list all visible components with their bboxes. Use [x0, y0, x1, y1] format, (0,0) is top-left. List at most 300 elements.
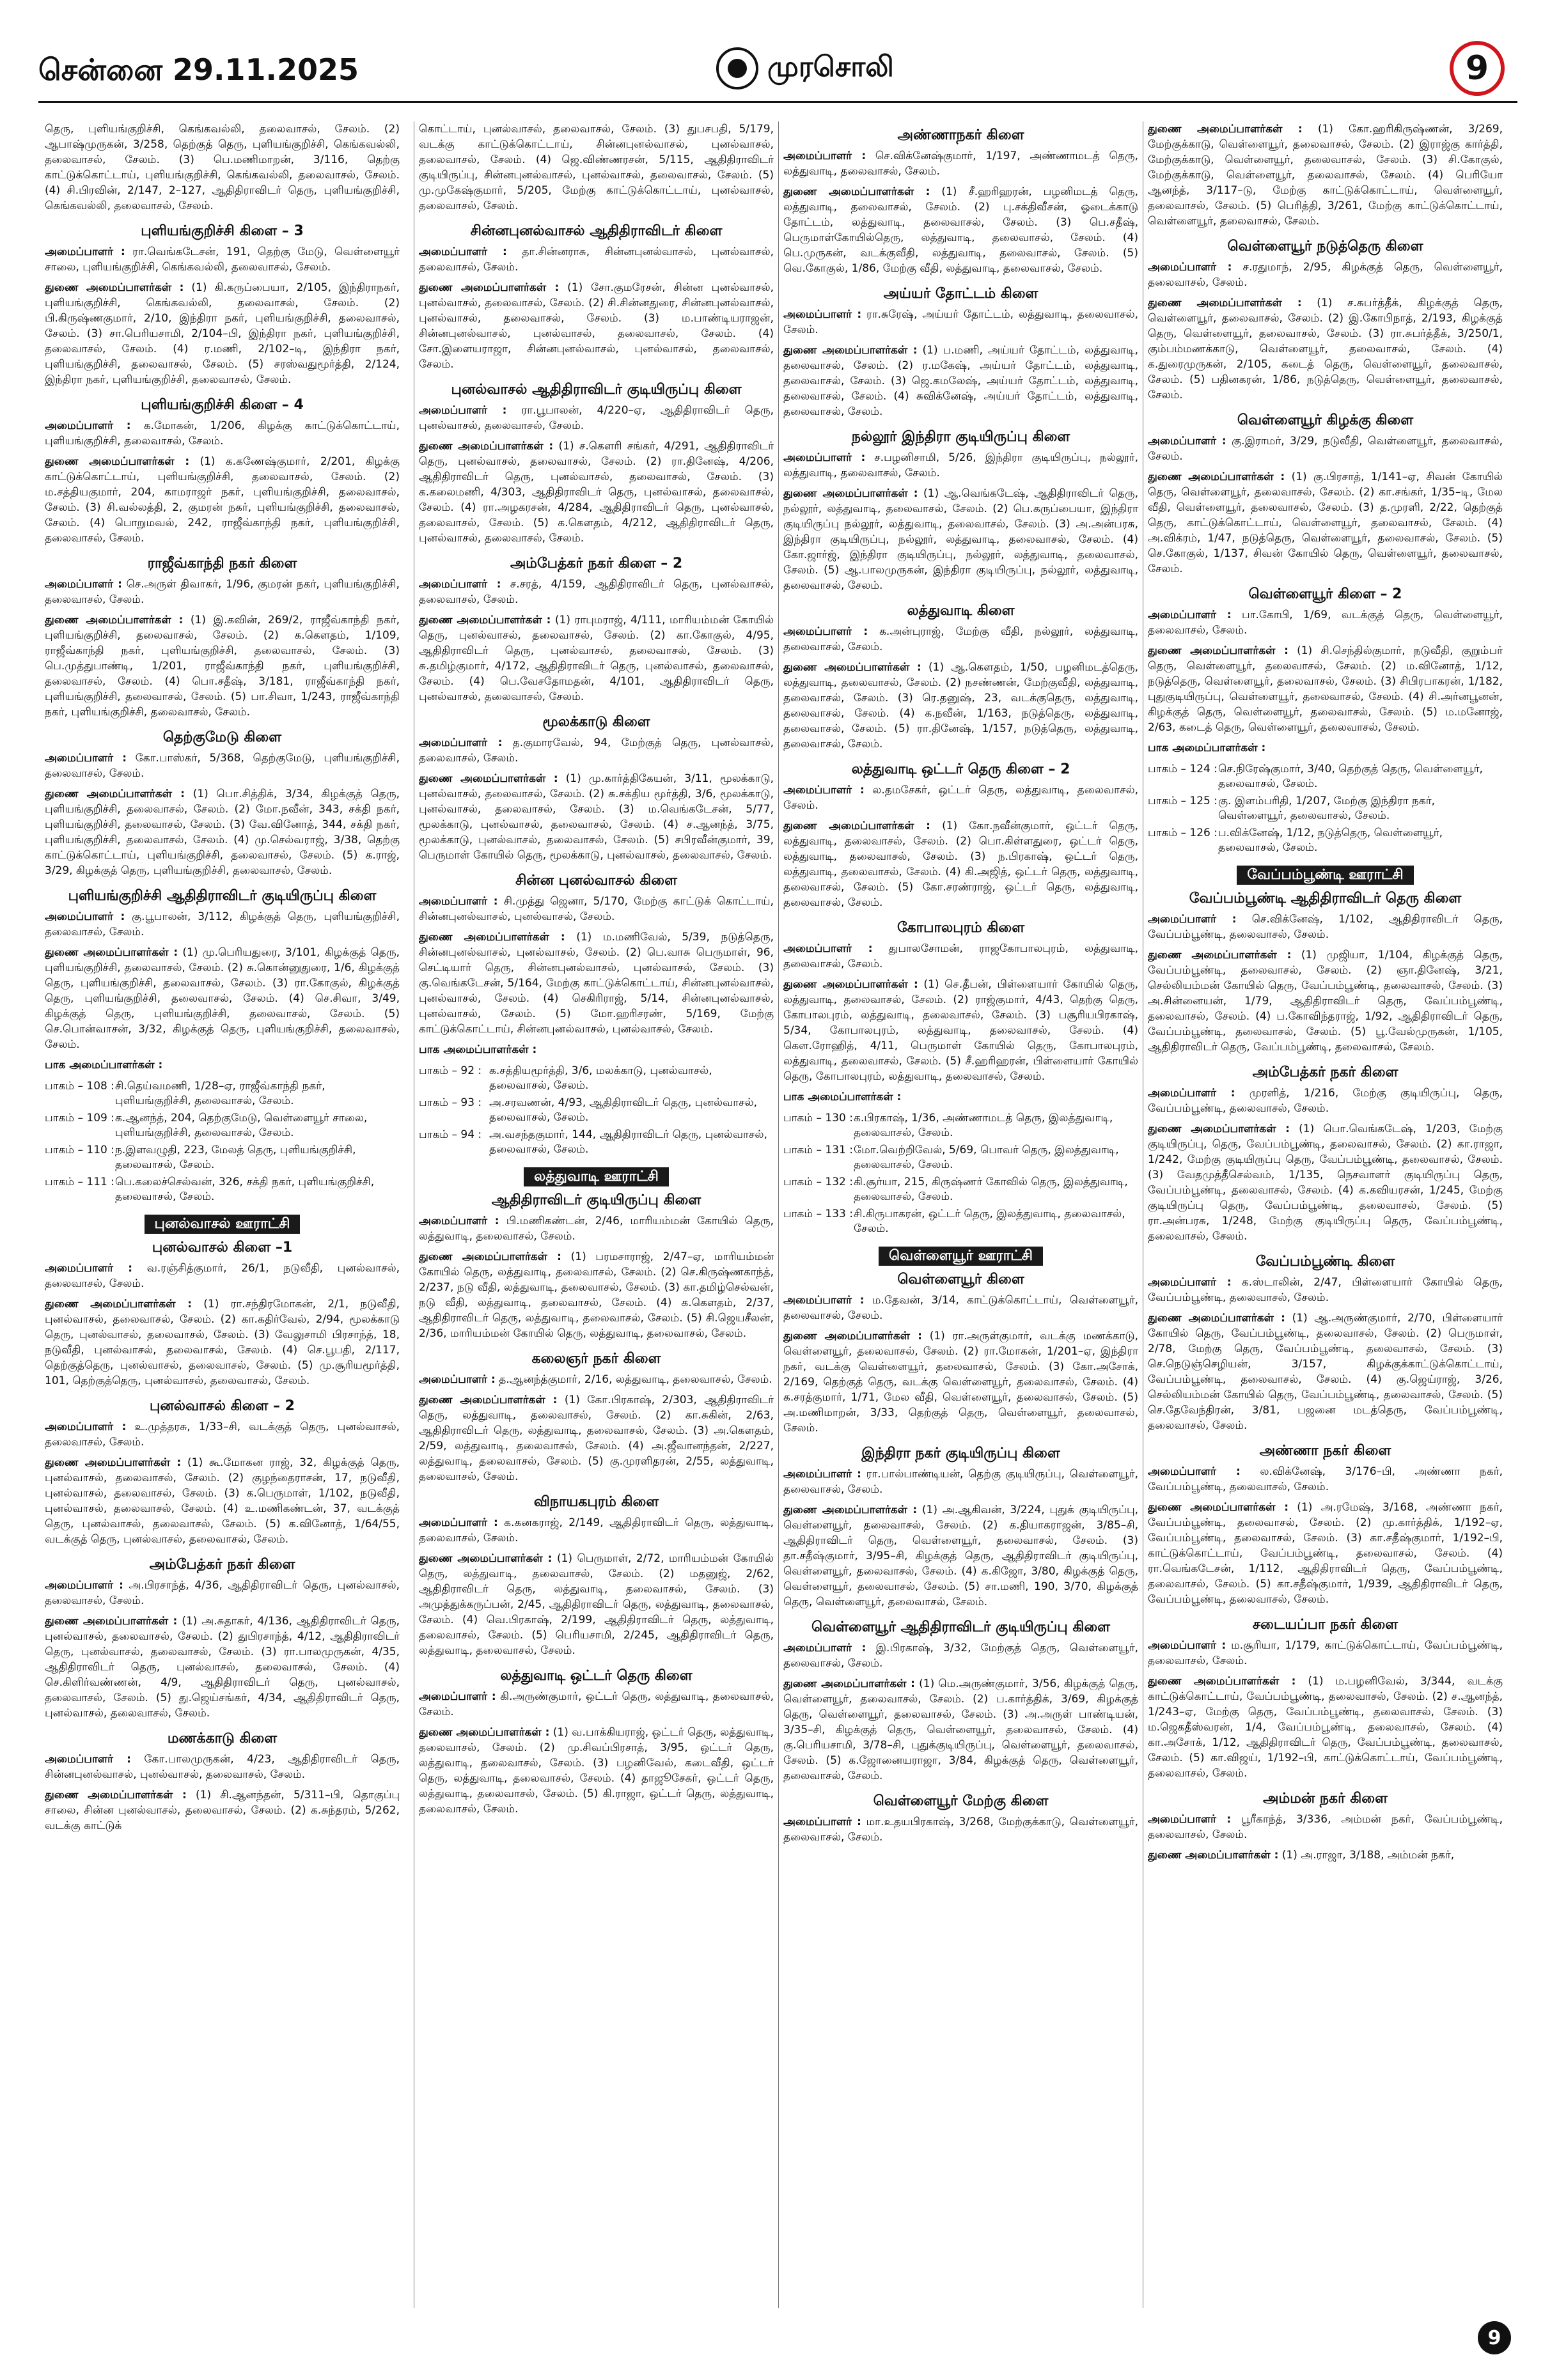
branch-section: [1148, 866, 1503, 1055]
branch-section: [419, 713, 774, 863]
member-details: (1) அ.ரமேஷ், 3/168, அண்ணா நகர், வேப்பம்பூண்டி, தலைவாசல், சேலம். (2) மு.கார்த்திக், 1/192–ஏ, வேப்பம்பூண்டி, தலைவாசல், சேலம். (3) கா.சதீஷ்குமார், 1/192–பி, காட்டுக்கொட்டாய், வேப்பம்பூண்டி, தலைவாசல், சேலம். (4) ரா.வெங்கடேசன், 1/112, ஆதிதிராவிடர் தெரு, வேப்பம்பூண்டி, தலைவாசல், சேலம். (5) கா.சதீஷ்குமார், 1/939, ஆதிதிராவிடர் தெரு, வேப்பம்பூண்டி, தலைவாசல், சேலம்.: [1148, 1501, 1503, 1606]
role-label: அமைப்பாளர் :: [1148, 1813, 1232, 1826]
member-details: சி.முத்து ஜெனா, 5/170, மேற்கு காட்டுக் கொட்டாய், சின்னபுனல்வாசல், புனல்வாசல், சேலம்.: [419, 895, 774, 923]
role-label: அமைப்பாளர் :: [1148, 1465, 1241, 1478]
role-label: துணை அமைப்பாளர்கள் :: [783, 344, 918, 357]
member-paragraph: [1148, 1464, 1503, 1495]
branch-section: [783, 761, 1138, 910]
member-paragraph: [419, 1392, 774, 1484]
member-details: தா.சின்னராசு, சின்னபுனல்வாசல், புனல்வாசல், தலைவாசல், சேலம்.: [419, 245, 774, 274]
branch-heading: அம்மன் நகர் கிளை: [1263, 1791, 1388, 1807]
branch-section: [1148, 412, 1503, 577]
role-label: அமைப்பாளர் :: [45, 1579, 123, 1592]
role-label: அமைப்பாளர் :: [45, 752, 127, 765]
page-header: [26, 38, 1517, 109]
role-label: துணை அமைப்பாளர்கள் :: [1148, 949, 1292, 961]
branch-section: [783, 919, 1138, 1238]
booth-row: [783, 1142, 1138, 1174]
member-paragraph: [45, 1752, 400, 1782]
member-paragraph: [419, 894, 774, 924]
member-paragraph: [45, 751, 400, 781]
branch-heading: தெற்குமேடு கிளை: [162, 729, 282, 745]
panchayat-band-heading: புனல்வாசல் ஊராட்சி: [145, 1215, 301, 1234]
role-label: அமைப்பாளர் :: [783, 625, 868, 638]
member-paragraph: [1148, 1638, 1503, 1668]
booth-organizer: கி.சூர்யா, 215, கிருஷ்ணர் கோவில் தெரு, இலத்துவாடி, தலைவாசல், சேலம்.: [854, 1176, 1128, 1203]
role-label: துணை அமைப்பாளர்கள் :: [45, 946, 178, 959]
booth-organizers-table: [45, 1078, 400, 1206]
member-paragraph: [419, 1249, 774, 1341]
booth-row: [419, 1126, 774, 1158]
role-label: துணை அமைப்பாளர்கள் :: [419, 1726, 550, 1739]
member-paragraph: [783, 184, 1138, 276]
member-details: (1) சி.செந்தில்குமார், நடுவீதி, குறும்பர் தெரு, வெள்ளையூர், தலைவாசல், சேலம். (2) ம.வினோத், 1/12, நடுத்தெரு, வெள்ளையூர், தலைவாசல், சேலம். (3) சிபிரபாகரன், 1/182, புதுகுடியிருப்பு, வெள்ளையூர், தலைவாசல், சேலம். (4) சி.அர்னபூனன், கிழக்குத் தெரு, வெள்ளையூர், தலைவாசல், சேலம். (5) ம.மனோஜ், 2/63, கடைத் தெரு, வெள்ளையூர், தலைவாசல், சேலம்.: [1148, 644, 1503, 734]
branch-heading: லத்துவாடி ஒட்டர் தெரு கிளை: [500, 1668, 693, 1684]
member-paragraph: [45, 786, 400, 878]
branch-section: [1148, 1442, 1503, 1607]
role-label: துணை அமைப்பாளர்கள் :: [45, 1789, 187, 1801]
column-3: [783, 121, 1138, 2308]
role-label: அமைப்பாளர் :: [1148, 261, 1232, 274]
member-paragraph: [783, 148, 1138, 179]
branch-section: [45, 1556, 400, 1721]
member-paragraph: [1148, 469, 1503, 577]
branch-section: [1148, 238, 1503, 403]
member-paragraph: [45, 1296, 400, 1388]
role-label: அமைப்பாளர் :: [419, 1690, 496, 1703]
member-details: முரளித், 1/216, மேற்கு குடியிருப்பு, தெரு, வேப்பம்பூண்டி, தலைவாசல், சேலம்.: [1148, 1087, 1503, 1115]
booth-organizer: ந.இளவழுதி, 223, மேலத் தெரு, புளியங்குறிச்சி, தலைவாசல், சேலம்.: [115, 1144, 356, 1171]
booth-organizer: மோ.வெற்றிவேல், 5/69, பொவர் தெரு, இலத்துவாடி, தலைவாசல், சேலம்.: [854, 1144, 1119, 1171]
branch-section: [419, 222, 774, 372]
member-paragraph: [419, 1213, 774, 1244]
member-details: தெரு, புளியங்குறிச்சி, கெங்கவல்லி, தலைவாசல், சேலம். (2) ஆபாஷ்முருகன், 3/258, தெற்குத் தெரு, புளியங்குறிச்சி, கெங்கவல்லி, தலைவாசல், சேலம். (3) பெ.மணிமாறன், 3/116, தெற்கு காட்டுக்கொட்டாய், புளியங்குறிச்சி, கெங்கவல்லி, தலைவாசல், சேலம். (4) சி.பிரவின், 2/147, 2–127, ஆதிதிராவிடர் தெரு, புளியங்குறிச்சி, கெங்கவல்லி, தலைவாசல், சேலம்.: [45, 123, 400, 212]
member-paragraph: [783, 1676, 1138, 1784]
edition-date: சென்னை 29.11.2025: [38, 52, 359, 87]
member-paragraph: [783, 307, 1138, 338]
member-details: (1) க.கணேஷ்குமார், 2/201, கிழக்கு காட்டுக்கொட்டாய், புளியங்குறிச்சி, தலைவாசல், சேலம். (2) ம.சத்தியகுமார், 204, காமராஜர் நகர், புளியங்குறிச்சி, தலைவாசல், சேலம். (3) சி.வல்லத்தி, 2, குமரன் நகர், புளியங்குறிச்சி, தலைவாசல், சேலம். (4) பொறுமவல், 242, ராஜீவ்காந்தி நகர், புளியங்குறிச்சி, தலைவாசல், சேலம்.: [45, 455, 400, 545]
member-paragraph: [1148, 607, 1503, 638]
branch-section: [419, 1667, 774, 1817]
branch-section: [783, 1247, 1138, 1436]
member-paragraph: [783, 660, 1138, 752]
newspaper-name: முரசொலி: [767, 50, 894, 83]
member-paragraph: [419, 1725, 774, 1817]
member-details: (1) பொ.சித்திக், 3/34, கிழக்குத் தெரு, புளியங்குறிச்சி, தலைவாசல், சேலம். (2) மோ.நவீன், 343, சக்தி நகர், புளியங்குறிச்சி, தலைவாசல், சேலம். (3) வே.வினோத், 344, சக்தி நகர், புளியங்குறிச்சி, தலைவாசல், சேலம். (4) மு.செல்வராஜ், 3/38, தெற்கு காட்டுக்கொட்டாய், புளியங்குறிச்சி, தலைவாசல், சேலம். (5) க.ராஜ், 3/29, கிழக்குத் தெரு, புளியங்குறிச்சி, தலைவாசல், சேலம்.: [45, 788, 400, 877]
member-details: கோ.பாஸ்கர், 5/368, தெற்குமேடு, புளியங்குறிச்சி, தலைவாசல், சேலம்.: [45, 752, 400, 780]
member-details: (1) ம.பழனிவேல், 3/344, வடக்கு காட்டுக்கொட்டாய், வேப்பம்பூண்டி, தலைவாசல், சேலம். (2) ச.ஆனந்த், 1/243–ஏ, மேற்கு தெரு, வேப்பம்பூண்டி, தலைவாசல், சேலம். (3) ம.ஜெகதீஸ்வரன், 1/4, வேப்பம்பூண்டி, தலைவாசல், சேலம். (4) கா.அசோக், 1/12, ஆதிதிராவிடர் தெரு, வேப்பம்பூண்டி, தலைவாசல், சேலம். (5) கா.விஜய், 1/192–பி, காட்டுக்கொட்டாய், வேப்பம்பூண்டி, தலைவாசல், சேலம்.: [1148, 1675, 1503, 1780]
role-label: துணை அமைப்பாளர்கள் :: [783, 978, 918, 991]
role-label: துணை அமைப்பாளர்கள் :: [419, 1394, 558, 1406]
branch-heading: கோபாலபுரம் கிளை: [897, 920, 1025, 936]
member-paragraph: [419, 439, 774, 546]
member-details: வ.ரஞ்சித்குமார், 26/1, நடுவீதி, புனல்வாசல், தலைவாசல், சேலம்.: [45, 1262, 400, 1290]
member-details: (1) சீ.ஹரிஹரன், பழனிமடத் தெரு, லத்துவாடி, தலைவாசல், சேலம். (2) பு.சக்திவீசன், ஓடைக்காடு தோட்டம், லத்துவாடி, தலைவாசல், சேலம். (3) பெ.சதீஷ், பெருமாள்கோயில்தெரு, லத்துவாடி, தலைவாசல், சேலம். (4) பெ.முருகன், வடக்குவீதி, லத்துவாடி, தலைவாசல், சேலம். (5) வெ.கோகுல், 1/86, மேற்கு வீதி, லத்துவாடி, தலைவாசல், சேலம்.: [783, 185, 1138, 275]
booth-row: [45, 1174, 400, 1206]
booth-organizer: க.ஆனந்த், 204, தெற்குமேடு, வெள்ளையூர் சாலை, புளியங்குறிச்சி, தலைவாசல், சேலம்.: [115, 1112, 368, 1139]
member-details: இ.பிரகாஷ், 3/32, மேற்குத் தெரு, வெள்ளையூர், தலைவாசல், சேலம்.: [783, 1642, 1138, 1670]
role-label: துணை அமைப்பாளர்கள் :: [1148, 1675, 1296, 1688]
role-label: பாக அமைப்பாளர்கள் :: [45, 1059, 163, 1071]
role-label: அமைப்பாளர் :: [419, 895, 498, 908]
booth-row: [45, 1078, 400, 1110]
booth-organizer: பெ.கலைச்செல்வன், 326, சக்தி நகர், புளியங்குறிச்சி, தலைவாசல், சேலம்.: [115, 1176, 375, 1203]
member-details: (1) பெருமாள், 2/72, மாரியம்மன் கோயில் தெரு, லத்துவாடி, தலைவாசல், சேலம். (2) மதனுஜ், 2/62, ஆதிதிராவிடர் தெரு, லத்துவாடி, தலைவாசல், சேலம். (3) அமுத்துக்கருப்பன், 2/45, ஆதிதிராவிடர் தெரு, லத்துவாடி, தலைவாசல், சேலம். (4) வெ.பிரகாஷ், 2/199, ஆதிதிராவிடர் தெரு, லத்துவாடி, தலைவாசல், சேலம். (5) பெரியசாமி, 2/245, ஆதிதிராவிடர் தெரு, லத்துவாடி, தலைவாசல், சேலம்.: [419, 1552, 774, 1657]
branch-heading: புளியங்குறிச்சி ஆதிதிராவிடர் குடியிருப்பு கிளை: [68, 888, 377, 904]
member-details: ரா.வெங்கடேசன், 191, தெற்கு மேடு, வெள்ளையூர் சாலை, புளியங்குறிச்சி, கெங்கவல்லி, தலைவாசல், சேலம்.: [45, 245, 400, 274]
booth-organizer: க.பிரகாஷ், 1/36, அண்ணாமடத் தெரு, இலத்துவாடி, தலைவாசல், சேலம்.: [854, 1112, 1113, 1139]
member-details: ல.தமசேகர், ஒட்டர் தெரு, லத்துவாடி, தலைவாசல், சேலம்.: [783, 784, 1138, 812]
member-details: ம.சூரியா, 1/179, காட்டுக்கொட்டாய், வேப்பம்பூண்டி, தலைவாசல், சேலம்.: [1148, 1639, 1503, 1667]
booth-number: பாகம் – 132 :: [783, 1176, 853, 1188]
branch-section: [783, 127, 1138, 276]
booth-number: பாகம் – 133 :: [783, 1208, 853, 1220]
booth-number: பாகம் – 108 :: [45, 1080, 114, 1093]
booth-organizer: அ.சரவணன், 4/93, ஆதிதிராவிடர் தெரு, புனல்வாசல், தலைவாசல், சேலம்.: [489, 1096, 758, 1124]
booth-number: பாகம் – 124 :: [1148, 763, 1218, 775]
role-label: துணை அமைப்பாளர்கள் :: [1148, 1312, 1285, 1325]
branch-heading: இந்திரா நகர் குடியிருப்பு கிளை: [861, 1445, 1060, 1461]
member-paragraph: [783, 1089, 1138, 1105]
role-label: துணை அமைப்பாளர்கள் :: [419, 440, 554, 453]
role-label: பாக அமைப்பாளர்கள் :: [1148, 742, 1266, 754]
branch-heading: வெள்ளையூர் மேற்கு கிளை: [873, 1793, 1049, 1809]
member-paragraph: [419, 1515, 774, 1546]
role-label: துணை அமைப்பாளர்கள் :: [783, 661, 921, 674]
booth-row: [1148, 761, 1503, 793]
member-paragraph: [783, 450, 1138, 481]
member-paragraph: [1148, 643, 1503, 735]
member-paragraph: [1148, 1121, 1503, 1244]
booth-row: [419, 1094, 774, 1126]
branch-heading: வேப்பம்பூண்டி ஆதிதிராவிடர் தெரு கிளை: [1189, 891, 1462, 906]
member-details: க.ஸ்டாலின், 2/47, பிள்ளையார் கோயில் தெரு, வேப்பம்பூண்டி, தலைவாசல், சேலம்.: [1148, 1276, 1503, 1304]
member-details: பி.மணிகண்டன், 2/46, மாரியம்மன் கோயில் தெரு, லத்துவாடி, தலைவாசல், சேலம்.: [419, 1215, 774, 1243]
role-label: அமைப்பாளர் :: [419, 404, 507, 417]
member-details: (1) கூ.மோகன ராஜ், 32, கிழக்குத் தெரு, புனல்வாசல், தலைவாசல், சேலம். (2) குழந்தைராசன், 17, நடுவீதி, புனல்வாசல், தலைவாசல், சேலம். (3) க.பெருமாள், 1/102, நடுவீதி, புனல்வாசல், தலைவாசல், சேலம். (4) உ.மணிகண்டன், 37, வடக்குத் தெரு, புனல்வாசல், தலைவாசல், சேலம். (5) க.வினோத், 1/64/55, வடக்குத் தெரு, புனல்வாசல், தலைவாசல், சேலம்.: [45, 1456, 400, 1546]
branch-heading: புளியங்குறிச்சி கிளை – 4: [141, 397, 304, 413]
branch-heading: புனல்வாசல் ஆதிதிராவிடர் குடியிருப்பு கிளை: [451, 382, 742, 398]
member-paragraph: [783, 1814, 1138, 1845]
member-details: க.மோகன், 1/206, கிழக்கு காட்டுக்கொட்டாய், புளியங்குறிச்சி, தலைவாசல், சேலம்.: [45, 419, 400, 447]
branch-section: [783, 285, 1138, 419]
member-paragraph: [45, 577, 400, 607]
branch-heading: விநாயகபுரம் கிளை: [533, 1494, 659, 1510]
branch-heading: மணக்காடு கிளை: [167, 1731, 278, 1746]
branch-heading: சடையப்பா நகர் கிளை: [1252, 1617, 1398, 1633]
member-paragraph: [419, 403, 774, 433]
role-label: துணை அமைப்பாளர்கள் :: [419, 281, 560, 294]
member-paragraph: [783, 1328, 1138, 1436]
role-label: அமைப்பாளர் :: [783, 308, 862, 321]
branch-heading: கலைஞர் நகர் கிளை: [531, 1351, 661, 1367]
branch-section: [1148, 1253, 1503, 1433]
member-details: ச.பழனிசாமி, 5/26, இந்திரா குடியிருப்பு, நல்லூர், லத்துவாடி, தலைவாசல், சேலம்.: [783, 451, 1138, 479]
booth-row: [1148, 825, 1503, 857]
role-label: அமைப்பாளர் :: [783, 1294, 865, 1307]
member-details: (1) ப.மணி, அய்யர் தோட்டம், லத்துவாடி, தலைவாசல், சேலம். (2) ர.மகேஷ், அய்யர் தோட்டம், லத்துவாடி, தலைவாசல், சேலம். (3) ஜெ.கமலேஷ், அய்யர் தோட்டம், லத்துவாடி, தலைவாசல், சேலம். (4) சுவிக்னேஷ், அய்யர் தோட்டம், லத்துவாடி, தலைவாசல், சேலம்.: [783, 344, 1138, 418]
branch-section: [45, 396, 400, 546]
branch-heading: வெள்ளையூர் கிழக்கு கிளை: [1237, 412, 1414, 428]
member-details: த.ஆனந்த்குமார், 2/16, லத்துவாடி, தலைவாசல், சேலம்.: [499, 1373, 772, 1386]
member-paragraph: [1148, 1275, 1503, 1305]
member-paragraph: [783, 941, 1138, 972]
branch-section: [419, 872, 774, 1158]
booth-organizer: சி.தெய்வமணி, 1/28–ஏ, ராஜீவ்காந்தி நகர், புளியங்குறிச்சி, தலைவாசல், சேலம்.: [115, 1080, 325, 1107]
member-details: ரா.சுரேஷ், அய்யர் தோட்டம், லத்துவாடி, தலைவாசல், சேலம்.: [783, 308, 1138, 336]
branch-heading: சின்னபுனல்வாசல் ஆதிதிராவிடர் கிளை: [470, 223, 723, 239]
role-label: அமைப்பாளர் :: [783, 1816, 861, 1828]
member-details: கொட்டாய், புனல்வாசல், தலைவாசல், சேலம். (3) துபசபதி, 5/179, வடக்கு காட்டுக்கொட்டாய், சின்னபுனல்வாசல், புனல்வாசல், தலைவாசல், சேலம். (4) ஜெ.விண்ணரசன், 5/115, ஆதிதிராவிடர் குடியிருப்பு, சின்னபுனல்வாசல், புனல்வாசல், தலைவாசல், சேலம். (5) மு.முகேஷ்குமார், 5/205, மேற்கு காட்டுக்கொட்டாய், புனல்வாசல், தலைவாசல், சேலம்.: [419, 123, 774, 212]
member-details: (1) பரமசாராஜ், 2/47–ஏ, மாரியம்மன் கோயில் தெரு, லத்துவாடி, தலைவாசல், சேலம். (2) செ.கிருஷ்ணகாந்த், 2/237, நடு வீதி, லத்துவாடி, தலைவாசல், சேலம். (3) கா.தமிழ்செல்வன், நடு வீதி, லத்துவாடி, தலைவாசல், சேலம். (4) க.கௌதம், 2/37, ஆதிதிராவிடர் தெரு, லத்துவாடி, தலைவாசல், சேலம். (5) சி.ஜெயசீலன், 2/36, மாரியம்மன் கோயில் தெரு, லத்துவாடி, தலைவாசல், சேலம்.: [419, 1250, 774, 1340]
branch-heading: புளியங்குறிச்சி கிளை – 3: [141, 223, 304, 239]
member-paragraph: [45, 418, 400, 449]
branch-heading: லத்துவாடி ஒட்டர் தெரு கிளை – 2: [851, 761, 1070, 777]
role-label: அமைப்பாளர் :: [783, 784, 865, 797]
booth-number: பாகம் – 93 :: [419, 1096, 482, 1109]
member-details: (1) வ.பாக்கியராஜ், ஒட்டர் தெரு, லத்துவாடி, தலைவாசல், சேலம். (2) மு.சிவப்பிரசாத், 3/95, ஒட்டர் தெரு, லத்துவாடி, தலைவாசல், சேலம். (3) பழனிவேல், கடைவீதி, ஒட்டர் தெரு, லத்துவாடி, தலைவாசல், சேலம். (4) தாஜூசேகர், ஒட்டர் தெரு, லத்துவாடி, தலைவாசல், சேலம். (5) கி.ராஜா, ஒட்டர் தெரு, லத்துவாடி, தலைவாசல், சேலம்.: [419, 1726, 774, 1816]
role-label: அமைப்பாளர் :: [45, 578, 122, 591]
member-details: (1) மெ.அருண்குமார், 3/56, கிழக்குத் தெரு, வெள்ளையூர், தலைவாசல், சேலம். (2) ப.கார்த்திக், 3/69, கிழக்குத் தெரு, வெள்ளையூர், தலைவாசல், சேலம். (3) அ.அருள் பாண்டியன், 3/35–சி, கிழக்குத் தெரு, வெள்ளையூர், தலைவாசல், சேலம். (4) கு.பெரியசாமி, 3/78–சி, புதுக்குடியிருப்பு, வெள்ளையூர், தலைவாசல், சேலம். (5) க.ஜோனையராஜா, 3/84, கிழக்குத் தெரு, வெள்ளையூர், தலைவாசல், சேலம்.: [783, 1677, 1138, 1782]
branch-section: [1148, 121, 1503, 229]
member-paragraph: [45, 1787, 400, 1833]
role-label: அமைப்பாளர் :: [1148, 913, 1237, 926]
role-label: துணை அமைப்பாளர்கள் :: [419, 931, 565, 944]
member-details: க.அன்புராஜ், மேற்கு வீதி, நல்லூர், லத்துவாடி, தலைவாசல், சேலம்.: [783, 625, 1138, 653]
role-label: அமைப்பாளர் :: [783, 451, 866, 464]
branch-section: [783, 428, 1138, 593]
role-label: துணை அமைப்பாளர்கள் :: [1148, 1849, 1279, 1862]
role-label: அமைப்பாளர் :: [1148, 1087, 1235, 1100]
branch-section: [419, 1167, 774, 1341]
role-label: அமைப்பாளர் :: [419, 245, 507, 258]
member-details: (1) கு.பிரசாத், 1/141–ஏ, சிவன் கோயில் தெரு, வெள்ளையூர், தலைவாசல், சேலம். (2) கா.சங்கர், 1/35–டி, மேல வீதி, வெள்ளையூர், தலைவாசல், சேலம். (3) த.முரளி, 2/22, தெற்குத் தெரு, காட்டுக்கொட்டாய், வெள்ளையூர், தலைவாசல், சேலம். (4) அ.விக்ரம், 1/47, நடுத்தெரு, வெள்ளையூர், தலைவாசல், சேலம். (5) செ.கோகுல், 1/137, சிவன் கோயில் தெரு, வெள்ளையூர், தலைவாசல், சேலம்.: [1148, 471, 1503, 575]
role-label: அமைப்பாளர் :: [419, 736, 503, 749]
role-label: துணை அமைப்பாளர்கள் :: [45, 788, 185, 800]
branch-section: [1148, 1064, 1503, 1244]
member-details: (1) செ.தீபன், பிள்ளையார் கோயில் தெரு, லத்துவாடி, தலைவாசல், சேலம். (2) ராஜ்குமார், 4/43, தெற்கு தெரு, கோபாலபுரம், லத்துவாடி, தலைவாசல், சேலம். (3) பசூரியபிரகாஷ், 5/34, கோபாலபுரம், லத்துவாடி, தலைவாசல், சேலம். (4) கௌ.ரோஹித், 4/11, பெருமாள் கோயில் தெரு, கோபாலபுரம், லத்துவாடி, தலைவாசல், சேலம். (5) சீ.ஹரிஹரன், பிள்ளையார் கோயில் தெரு, கோபாலபுரம், லத்துவாடி, தலைவாசல், சேலம்.: [783, 978, 1138, 1083]
branch-heading: அய்யர் தோட்டம் கிளை: [883, 286, 1038, 302]
member-details: (1) ரா.சந்திரமோகன், 2/1, நடுவீதி, புனல்வாசல், தலைவாசல், சேலம். (2) கா.கதிர்வேல், 2/94, மூலக்காடு தெரு, புனல்வாசல், தலைவாசல், சேலம். (3) வேலுசாமி பிரசாந்த், 18, நடுவீதி, புனல்வாசல், தலைவாசல், சேலம். (4) செ.பூபதி, 2/117, தெற்குத்தெரு, புனல்வாசல், தலைவாசல், சேலம். (5) மு.சூரியமூர்த்தி, 101, தெற்குத்தெரு, புனல்வாசல், தலைவாசல், சேலம்.: [45, 1298, 400, 1387]
member-paragraph: [419, 244, 774, 275]
member-paragraph: [45, 1419, 400, 1450]
role-label: துணை அமைப்பாளர்கள் :: [1148, 471, 1285, 483]
member-paragraph: [45, 454, 400, 546]
branch-heading: வெள்ளையூர் நடுத்தெரு கிளை: [1227, 238, 1423, 254]
branch-heading: லத்துவாடி கிளை: [907, 603, 1015, 619]
role-label: துணை அமைப்பாளர்கள் :: [1148, 123, 1303, 136]
booth-organizer: செ.நிரேஷ்குமார், 3/40, தெற்குத் தெரு, வெள்ளையூர், தலைவாசல், சேலம்.: [1218, 763, 1483, 790]
branch-heading: வெள்ளையூர் கிளை: [897, 1272, 1024, 1287]
role-label: அமைப்பாளர் :: [1148, 1639, 1226, 1652]
member-details: ம.தேவன், 3/14, காட்டுக்கொட்டாய், வெள்ளையூர், தலைவாசல், சேலம்.: [783, 1294, 1138, 1322]
member-paragraph: [783, 1502, 1138, 1610]
member-paragraph: [419, 280, 774, 372]
branch-section: [1148, 1616, 1503, 1781]
role-label: அமைப்பாளர் :: [1148, 609, 1232, 621]
column-1: [45, 121, 400, 2308]
role-label: அமைப்பாளர் :: [45, 419, 131, 432]
member-paragraph: [419, 1372, 774, 1387]
member-paragraph: [783, 977, 1138, 1084]
branch-section: [783, 1445, 1138, 1610]
branch-section: [45, 1215, 400, 1388]
role-label: துணை அமைப்பாளர்கள் :: [1148, 1501, 1289, 1514]
member-paragraph: [783, 818, 1138, 910]
member-paragraph: [1148, 121, 1503, 229]
member-paragraph: [1148, 1847, 1503, 1863]
role-label: துணை அமைப்பாளர்கள் :: [1148, 644, 1288, 657]
role-label: அமைப்பாளர் :: [783, 942, 873, 955]
role-label: அமைப்பாளர் :: [419, 578, 501, 591]
role-label: அமைப்பாளர் :: [1148, 1276, 1232, 1289]
member-details: கோ.பாலமுருகன், 4/23, ஆதிதிராவிடர் தெரு, சின்னபுனல்வாசல், புனல்வாசல், தலைவாசல், சேலம்.: [45, 1753, 400, 1781]
booth-row: [1148, 793, 1503, 825]
column-2: [419, 121, 774, 2308]
member-details: (1) ச.கௌரி சங்கர், 4/291, ஆதிதிராவிடர் தெரு, புனல்வாசல், தலைவாசல், சேலம். (2) ரா.தினேஷ், 4/206, ஆதிதிராவிடர் தெரு, புனல்வாசல், தலைவாசல், சேலம். (3) க.கலைமணி, 4/303, ஆதிதிராவிடர் தெரு, புனல்வாசல், தலைவாசல், சேலம். (4) ரா.அழகரசன், 4/284, ஆதிதிராவிடர் தெரு, புனல்வாசல், தலைவாசல், சேலம். (5) க.கௌதம், 4/212, ஆதிதிராவிடர் தெரு, புனல்வாசல், தலைவாசல், சேலம்.: [419, 440, 774, 545]
member-details: (1) ரா.அருள்குமார், வடக்கு மணக்காடு, வெள்ளையூர், தலைவாசல், சேலம். (2) ரா.மோகன், 1/201–ஏ, இந்திரா நகர், வடக்கு வெள்ளையூர், தலைவாசல், சேலம். (3) கோ.அசோக், 2/169, தெற்குத் தெரு, வடக்கு வெள்ளையூர், தலைவாசல், சேலம். (4) க.சரத்குமார், 1/71, மேல வீதி, வெள்ளையூர், தலைவாசல், சேலம். (5) அ.மணிமாறன், 3/33, தெற்குத் தெரு, வெள்ளையூர், தலைவாசல், சேலம்.: [783, 1330, 1138, 1435]
booth-number: பாகம் – 131 :: [783, 1144, 853, 1156]
member-paragraph: [783, 1640, 1138, 1671]
masthead: [716, 47, 894, 89]
role-label: துணை அமைப்பாளர்கள் :: [45, 1298, 192, 1311]
role-label: துணை அமைப்பாளர்கள் :: [45, 1456, 182, 1469]
branch-heading: அம்பேத்கர் நகர் கிளை: [149, 1557, 295, 1573]
member-paragraph: [419, 735, 774, 766]
column-4: [1148, 121, 1503, 2308]
role-label: அமைப்பாளர் :: [45, 1420, 127, 1433]
member-paragraph: [1148, 1085, 1503, 1116]
member-details: துபாலசோமன், ராஜகோபாலபுரம், லத்துவாடி, தலைவாசல், சேலம்.: [783, 942, 1138, 970]
booth-number: பாகம் – 110 :: [45, 1144, 114, 1156]
member-details: (1) அ.ராஜா, 3/188, அம்மன் நகர்,: [1281, 1849, 1455, 1862]
role-label: அமைப்பாளர் :: [45, 1753, 131, 1766]
member-details: (1) கோ.பிரகாஷ், 2/303, ஆதிதிராவிடர் தெரு, லத்துவாடி, தலைவாசல், சேலம். (2) கா.சுகின், 2/63, ஆதிதிராவிடர் தெரு, லத்துவாடி, தலைவாசல், சேலம். (3) அ.கௌதம், 2/59, லத்துவாடி, தலைவாசல், சேலம். (4) அ.ஜீவானந்தன், 2/227, லத்துவாடி, தலைவாசல், சேலம். (5) கு.முரளிதரன், 2/55, லத்துவாடி, தலைவாசல், சேலம்.: [419, 1394, 774, 1483]
member-details: (1) கோ.நவீன்குமார், ஒட்டர் தெரு, லத்துவாடி, தலைவாசல், சேலம். (2) பொ.கிள்ளதுரை, ஒட்டர் தெரு, லத்துவாடி, தலைவாசல், சேலம். (3) ந.பிரகாஷ், ஒட்டர் தெரு, லத்துவாடி, தலைவாசல், சேலம். (4) கி.அஜித், ஒட்டர் தெரு, லத்துவாடி, தலைவாசல், சேலம். (5) கோ.சரண்ராஜ், ஒட்டர் தெரு, லத்துவாடி, தலைவாசல், சேலம்.: [783, 820, 1138, 909]
role-label: அமைப்பாளர் :: [419, 1373, 496, 1386]
booth-organizers-table: [1148, 761, 1503, 857]
member-details: (1) இ.கவின், 269/2, ராஜீவ்காந்தி நகர், புளியங்குறிச்சி, தலைவாசல், சேலம். (2) க.கௌதம், 1/109, ராஜீவ்காந்தி நகர், புளியங்குறிச்சி, தலைவாசல், சேலம். (3) பெ.முத்துபாண்டி, 1/201, ராஜீவ்காந்தி நகர், புளியங்குறிச்சி, தலைவாசல், சேலம். (4) பொ.சதீஷ், 3/181, ராஜீவ்காந்தி நகர், புளியங்குறிச்சி, தலைவாசல், சேலம். (5) பா.சிவா, 1/243, ராஜீவ்காந்தி நகர், புளியங்குறிச்சி, தலைவாசல், சேலம்.: [45, 614, 400, 719]
member-details: மா.உதயபிரகாஷ், 3/268, மேற்குக்காடு, வெள்ளையூர், தலைவாசல், சேலம்.: [783, 1816, 1138, 1844]
member-details: ரா.பூபாலன், 4/220–ஏ, ஆதிதிராவிடர் தெரு, புனல்வாசல், தலைவாசல், சேலம்.: [419, 404, 774, 432]
role-label: அமைப்பாளர் :: [45, 910, 125, 923]
member-details: (1) சி.ஆனந்தன், 5/311–பி, தொகுப்பு சாலை, சின்ன புனல்வாசல், தலைவாசல், சேலம். (2) க.சுந்தரம், 5/262, வடக்கு காட்டுக்: [45, 1789, 400, 1832]
role-label: அமைப்பாளர் :: [419, 1516, 498, 1529]
branch-heading: மூலக்காடு கிளை: [542, 714, 650, 730]
member-paragraph: [783, 1293, 1138, 1323]
member-details: (1) ஆ.வெங்கடேஷ், ஆதிதிராவிடர் தெரு, நல்லூர், லத்துவாடி, தலைவாசல், சேலம். (2) பெ.கருப்பையா, இந்திரா குடியிருப்பு நல்லூர், லத்துவாடி, தலைவாசல், சேலம். (3) அ.அன்பரசு, இந்திரா குடியிருப்பு, நல்லூர், லத்துவாடி, தலைவாசல், சேலம். (4) கோ.ஜார்ஜ், இந்திரா குடியிருப்பு, நல்லூர், லத்துவாடி, தலைவாசல், சேலம். (5) ஆ.பாலமுருகன், இந்திரா குடியிருப்பு, நல்லூர், லத்துவாடி, தலைவாசல், சேலம்.: [783, 487, 1138, 592]
member-details: ச.சரத், 4/159, ஆதிதிராவிடர் தெரு, புனல்வாசல், தலைவாசல், சேலம்.: [419, 578, 774, 606]
member-paragraph: [783, 343, 1138, 419]
role-label: துணை அமைப்பாளர்கள் :: [419, 1250, 561, 1263]
header-divider: [38, 101, 1517, 103]
member-details: (1) அ.ஆகிவன், 3/224, புதுக் குடியிருப்பு, வெள்ளையூர், தலைவாசல், சேலம். (2) க.தியாகராஜன், 3/85–சி, ஆதிதிராவிடர் தெரு, வெள்ளையூர், தலைவாசல், சேலம். (3) தா.சதீஷ்குமார், 3/95–சி, கிழக்குத் தெரு, ஆதிதிராவிடர் குடியிருப்பு, வெள்ளையூர், தலைவாசல், சேலம். (4) க.கிஜோ, 3/80, கிழக்குத் தெரு, வெள்ளையூர், தலைவாசல், சேலம். (5) சா.மணி, 190, 3/70, கிழக்குத் தெரு, வெள்ளையூர், தலைவாசல், சேலம்.: [783, 1504, 1138, 1608]
branch-section: [45, 555, 400, 720]
article-columns: [45, 121, 1503, 2308]
role-label: அமைப்பாளர் :: [783, 1468, 861, 1481]
branch-section: [783, 1793, 1138, 1845]
role-label: துணை அமைப்பாளர்கள் :: [419, 1552, 552, 1565]
booth-organizer: கு. இளம்பரிதி, 1/207, மேற்கு இந்திரா நகர், வெள்ளையூர், தலைவாசல், சேலம்.: [1218, 795, 1436, 822]
booth-row: [783, 1174, 1138, 1206]
member-paragraph: [783, 782, 1138, 813]
member-paragraph: [1148, 1500, 1503, 1607]
member-details: (1) பொ.வெங்கடேஷ், 1/203, மேற்கு குடியிருப்பு, தெரு, வேப்பம்பூண்டி, தலைவாசல், சேலம். (2) கா.ராஜா, 1/242, மேற்கு குடியிருப்பு தெரு, வேப்பம்பூண்டி, தலைவாசல், சேலம். (3) வேதமுத்தீசெல்வம், 1/135, நெசவாளர் குடியிருப்பு தெரு, வேப்பம்பூண்டி, தலைவாசல், சேலம். (4) க.கவியரசன், 1/245, மேற்கு குடியிருப்பு தெரு, வேப்பம்பூண்டி, தலைவாசல், சேலம். (5) ரா.அன்பரசு, 1/248, மேற்கு குடியிருப்பு தெரு, வேப்பம்பூண்டி, தலைவாசல், சேலம்.: [1148, 1123, 1503, 1243]
page-number-badge: 9: [1450, 41, 1505, 96]
member-paragraph: [45, 945, 400, 1052]
member-details: கு.பூபாலன், 3/112, கிழக்குத் தெரு, புளியங்குறிச்சி, தலைவாசல், சேலம்.: [45, 910, 400, 938]
member-paragraph: [1148, 433, 1503, 464]
member-details: செ.விக்னேஷ்குமார், 1/197, அண்ணாமடத் தெரு, லத்துவாடி, தலைவாசல், சேலம்.: [783, 150, 1138, 178]
booth-row: [45, 1142, 400, 1174]
branch-section: [419, 555, 774, 704]
booth-number: பாகம் – 109 :: [45, 1112, 114, 1124]
member-paragraph: [419, 1042, 774, 1057]
member-details: (1) மு.கார்த்திகேயன், 3/11, மூலக்காடு, புனல்வாசல், தலைவாசல், சேலம். (2) சு.சக்திய மூர்த்தி, 3/6, மூலக்காடு, புனல்வாசல், தலைவாசல், சேலம். (3) ம.வெங்கடேசன், 5/77, மூலக்காடு, புனல்வாசல், தலைவாசல், சேலம். (4) ச.ஆனந்த், 3/75, மூலக்காடு, புனல்வாசல், தலைவாசல், சேலம். (5) சபிரவீன்குமார், 39, பெருமாள் கோயில் தெரு, மூலக்காடு, புனல்வாசல், தலைவாசல், சேலம்.: [419, 772, 774, 862]
member-paragraph: [419, 771, 774, 863]
role-label: துணை அமைப்பாளர்கள் :: [783, 185, 930, 198]
member-details: (1) மு.பெரியதுரை, 3/101, கிழக்குத் தெரு, புளியங்குறிச்சி, தலைவாசல், சேலம். (2) சு.கொன்னுதுரை, 1/6, கிழக்குத் தெரு, புளியங்குறிச்சி, தலைவாசல், சேலம். (3) ரா.கோகுல், கிழக்குத் தெரு, புளியங்குறிச்சி, தலைவாசல், சேலம். (4) செ.சிவா, 3/49, கிழக்குத் தெரு, புளியங்குறிச்சி, தலைவாசல், சேலம். (5) செ.பொன்வாசன், 3/32, கிழக்குத் தெரு, புளியங்குறிச்சி, தலைவாசல், சேலம்.: [45, 946, 400, 1051]
role-label: துணை அமைப்பாளர்கள் :: [783, 820, 930, 832]
member-paragraph: [45, 1057, 400, 1073]
role-label: துணை அமைப்பாளர்கள் :: [1148, 1123, 1290, 1135]
role-label: துணை அமைப்பாளர்கள் :: [783, 487, 918, 500]
role-label: அமைப்பாளர் :: [783, 150, 866, 162]
member-details: பா.கோபி, 1/69, வடக்குத் தெரு, வெள்ளையூர், தலைவாசல், சேலம்.: [1148, 609, 1503, 637]
member-paragraph: [1148, 740, 1503, 756]
branch-section: [419, 381, 774, 546]
role-label: துணை அமைப்பாளர்கள் :: [783, 1330, 922, 1342]
member-details: (1) முஜியா, 1/104, கிழக்குத் தெரு, வேப்பம்பூண்டி, தலைவாசல், சேலம். (2) ஞா.தினேஷ், 3/21, செல்லியம்மன் கோயில் தெரு, வேப்பம்பூண்டி, தலைவாசல், சேலம். (3) அ.சின்னையன், 1/79, ஆதிதிராவிடர் தெரு, வேப்பம்பூண்டி, தலைவாசல், சேலம். (4) ப.கோவிந்தராஜ், 1/92, ஆதிதிராவிடர் தெரு, வேப்பம்பூண்டி, தலைவாசல், சேலம். (5) பூ.வேல்முருகன், 1/105, ஆதிதிராவிடர் தெரு, வேப்பம்பூண்டி, தலைவாசல், சேலம்.: [1148, 949, 1503, 1054]
member-details: அ.பிரசாந்த், 4/36, ஆதிதிராவிடர் தெரு, புனல்வாசல், தலைவாசல், சேலம்.: [45, 1579, 400, 1607]
branch-heading: சின்ன புனல்வாசல் கிளை: [515, 873, 677, 889]
role-label: துணை அமைப்பாளர்கள் :: [783, 1504, 918, 1516]
booth-organizer: சி.கிருபாகரன், ஒட்டர் தெரு, இலத்துவாடி, தலைவாசல், சேலம்.: [854, 1208, 1125, 1235]
member-paragraph: [419, 612, 774, 704]
member-paragraph: [45, 1455, 400, 1547]
branch-section: [45, 729, 400, 878]
branch-heading: வெள்ளையூர் கிளை – 2: [1248, 586, 1402, 602]
booth-organizer: ப.விக்னேஷ், 1/12, நடுத்தெரு, வெள்ளையூர், தலைவாசல், சேலம்.: [1218, 827, 1443, 854]
branch-heading: வேப்பம்பூண்டி கிளை: [1255, 1254, 1395, 1270]
role-label: துணை அமைப்பாளர்கள் :: [419, 772, 558, 785]
branch-heading: வெள்ளையூர் ஆதிதிராவிடர் குடியிருப்பு கிளை: [811, 1619, 1111, 1635]
member-paragraph: [1148, 295, 1503, 403]
branch-heading: நல்லூர் இந்திரா குடியிருப்பு கிளை: [851, 429, 1070, 445]
role-label: பாக அமைப்பாளர்கள் :: [783, 1091, 902, 1103]
member-paragraph: [783, 1466, 1138, 1497]
member-details: க.கனகராஜ், 2/149, ஆதிதிராவிடர் தெரு, லத்துவாடி, தலைவாசல், சேலம்.: [419, 1516, 774, 1544]
role-label: துணை அமைப்பாளர்கள் :: [1148, 297, 1302, 309]
member-paragraph: [419, 929, 774, 1037]
member-paragraph: [419, 1551, 774, 1658]
member-paragraph: [1148, 947, 1503, 1055]
panchayat-band-heading: வேப்பம்பூண்டி ஊராட்சி: [1237, 866, 1413, 885]
branch-section: [783, 602, 1138, 752]
branch-section: [419, 1493, 774, 1658]
member-details: (1) கி.கருப்பையா, 2/105, இந்திராநகர், புளியங்குறிச்சி, கெங்கவல்லி, தலைவாசல், சேலம். (2) பி.கிருஷ்ணகுமார், 2/10, இந்திரா நகர், புளியங்குறிச்சி, தலைவாசல், சேலம். (3) சா.பெரியசாமி, 2/104–பி, இந்திரா நகர், புளியங்குறிச்சி, தலைவாசல், சேலம். (4) ர.மணி, 2/102–டி, இந்திரா நகர், புளியங்குறிச்சி, தலைவாசல், சேலம். (5) சரஸ்வதுமூர்த்தி, 2/124, இந்திரா நகர், புளியங்குறிச்சி, தலைவாசல், சேலம்.: [45, 281, 400, 386]
branch-section: [419, 121, 774, 214]
role-label: அமைப்பாளர் :: [45, 245, 125, 258]
booth-organizers-table: [783, 1110, 1138, 1238]
branch-heading: அம்பேத்கர் நகர் கிளை: [1252, 1064, 1398, 1080]
member-details: ச.ரதுமாந், 2/95, கிழக்குத் தெரு, வெள்ளையூர், தலைவாசல், சேலம்.: [1148, 261, 1503, 289]
booth-organizer: க.சத்தியமூர்த்தி, 3/6, மலக்காடு, புனல்வாசல், தலைவாசல், சேலம்.: [489, 1064, 712, 1092]
branch-heading: அண்ணாநகர் கிளை: [897, 127, 1024, 143]
booth-number: பாகம் – 130 :: [783, 1112, 853, 1124]
member-paragraph: [45, 121, 400, 214]
branch-heading: அம்பேத்கர் நகர் கிளை – 2: [510, 556, 683, 572]
